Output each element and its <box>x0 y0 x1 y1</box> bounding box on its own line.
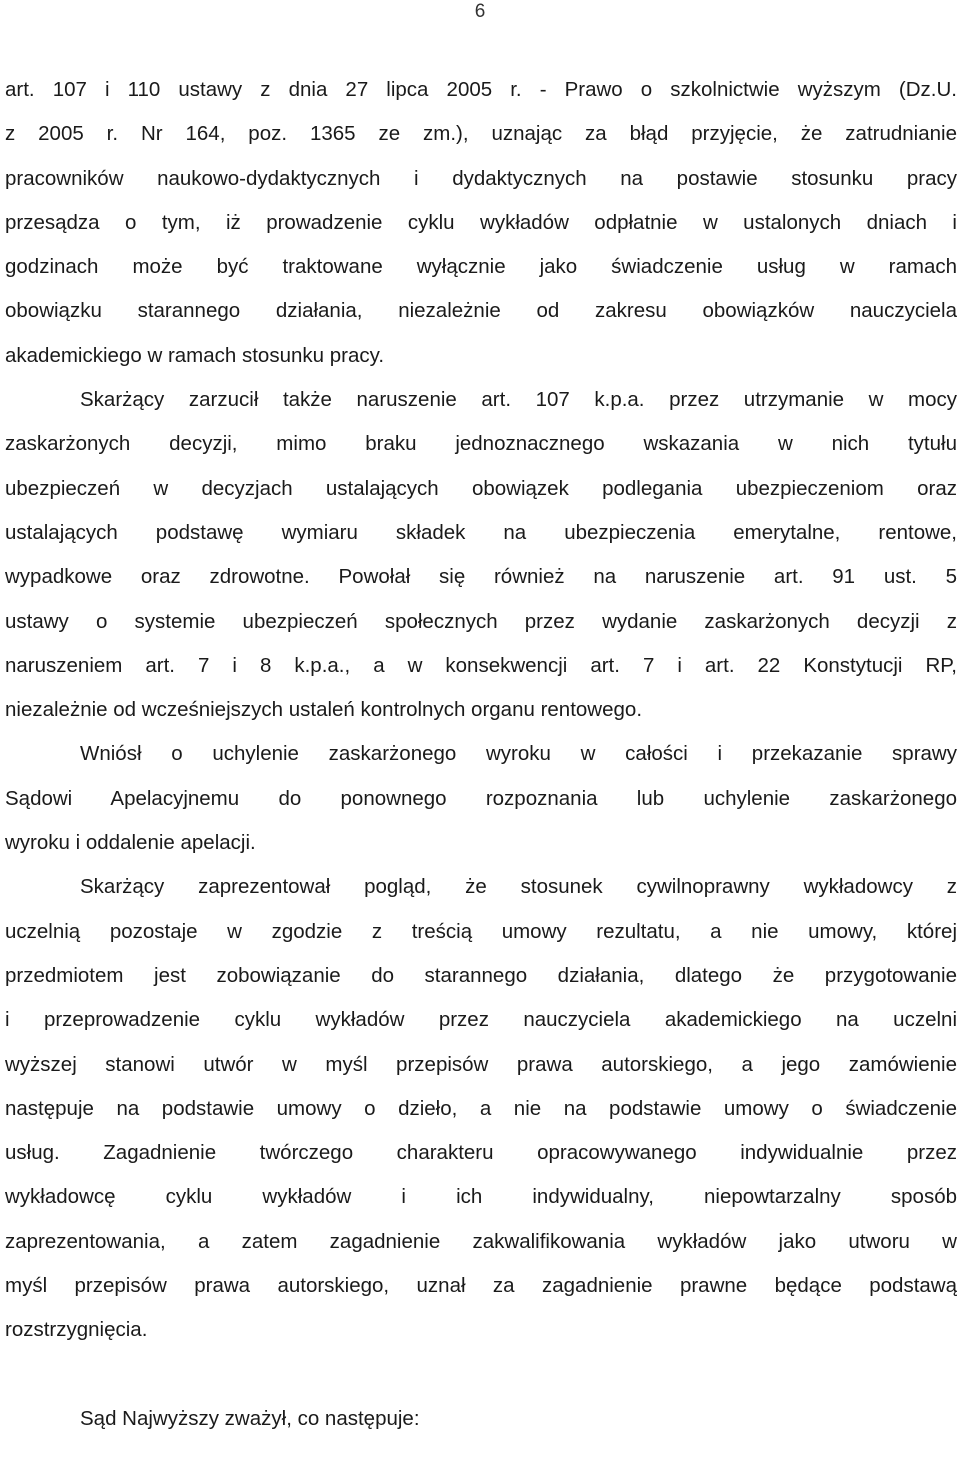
spacer <box>5 1353 957 1397</box>
text-line: art. 107 i 110 ustawy z dnia 27 lipca 2005 r. - Prawo o szkolnictwie wyższym (Dz.U. <box>5 78 957 101</box>
text-line: zaprezentowania, a zatem zagadnienie zakwalifikowania wykładów jako utworu w <box>5 1229 957 1253</box>
text-line: usług. Zagadnienie twórczego charakteru opracowywanego indywidualnie przez <box>5 1141 957 1165</box>
text-line: i przeprowadzenie cyklu wykładów przez nauczyciela akademickiego na uczelni <box>5 1008 957 1032</box>
text-line: Sądowi Apelacyjnemu do ponownego rozpoznania lub uchylenie zaskarżonego <box>5 786 957 810</box>
text-line: Skarżący zaprezentował pogląd, że stosunek cywilnoprawny wykładowcy z <box>80 875 957 899</box>
text-line: ustalających podstawę wymiaru składek na ubezpieczenia emerytalne, rentowe, <box>5 520 957 544</box>
text-line: myśl przepisów prawa autorskiego, uznał za zagadnienie prawne będące podstawą <box>5 1274 957 1298</box>
text-line: przesądza o tym, iż prowadzenie cyklu wykładów odpłatnie w ustalonych dniach i <box>5 210 957 234</box>
text-line: ubezpieczeń w decyzjach ustalających obowiązek podlegania ubezpieczeniom oraz <box>5 476 957 500</box>
text-line: godzinach może być traktowane wyłącznie jako świadczenie usług w ramach <box>5 255 957 279</box>
text-line: ustawy o systemie ubezpieczeń społecznych przez wydanie zaskarżonych decyzji z <box>5 609 957 633</box>
text-line: wyższej stanowi utwór w myśl przepisów prawa autorskiego, a jego zamówienie <box>5 1052 957 1076</box>
text-line: obowiązku starannego działania, niezależnie od zakresu obowiązków nauczyciela <box>5 299 957 323</box>
text-line: niezależnie od wcześniejszych ustaleń kontrolnych organu rentowego. <box>5 698 643 722</box>
text-line: Skarżący zarzucił także naruszenie art. 107 k.p.a. przez utrzymanie w mocy <box>80 388 957 412</box>
text-line: z 2005 r. Nr 164, poz. 1365 ze zm.), uznając za błąd przyjęcie, że zatrudnianie <box>5 122 957 146</box>
text-line: Wniósł o uchylenie zaskarżonego wyroku w całości i przekazanie sprawy <box>80 742 957 766</box>
text-line: wyroku i oddalenie apelacji. <box>5 831 256 855</box>
text-line: pracowników naukowo-dydaktycznych i dydaktycznych na postawie stosunku pracy <box>5 166 957 190</box>
text-line: następuje na podstawie umowy o dzieło, a nie na podstawie umowy o świadczenie <box>5 1096 957 1120</box>
text-line: rozstrzygnięcia. <box>5 1318 148 1342</box>
text-line: zaskarżonych decyzji, mimo braku jednoznacznego wskazania w nich tytułu <box>5 432 957 456</box>
text-line: wypadkowe oraz zdrowotne. Powołał się również na naruszenie art. 91 ust. 5 <box>5 565 957 589</box>
page-number: 6 <box>474 1 486 22</box>
text-line: wykładowcę cyklu wykładów i ich indywidualny, niepowtarzalny sposób <box>5 1185 957 1209</box>
document-body <box>5 68 957 1441</box>
text-line: naruszeniem art. 7 i 8 k.p.a., a w konsekwencji art. 7 i art. 22 Konstytucji RP, <box>5 653 957 677</box>
closing-heading: Sąd Najwyższy zważył, co następuje: <box>80 1406 420 1430</box>
text-line: uczelnią pozostaje w zgodzie z treścią umowy rezultatu, a nie umowy, której <box>5 919 957 943</box>
text-line: przedmiotem jest zobowiązanie do starannego działania, dlatego że przygotowanie <box>5 963 957 987</box>
text-line: akademickiego w ramach stosunku pracy. <box>5 343 385 367</box>
